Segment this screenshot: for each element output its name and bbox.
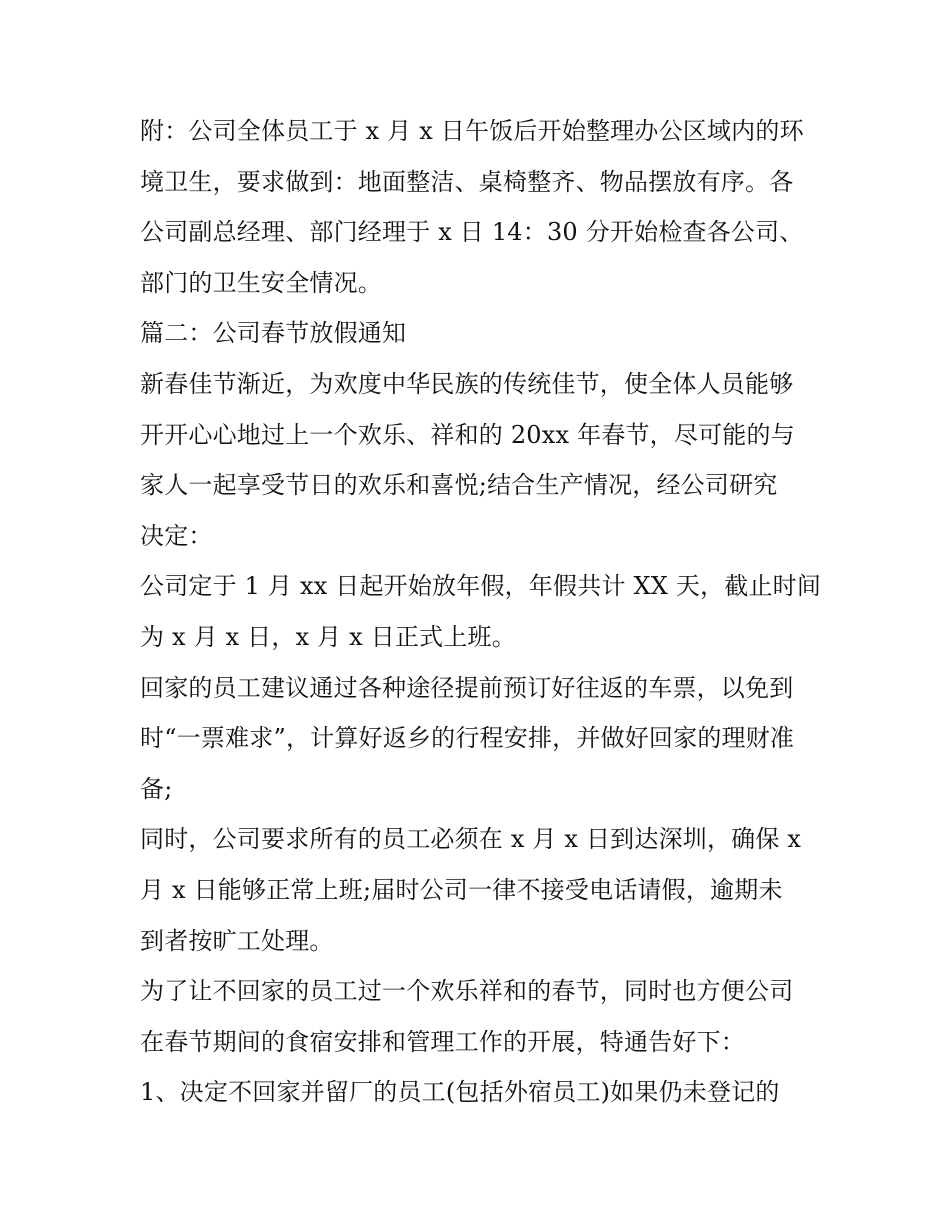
text-line: 附：公司全体员工于 x 月 x 日午饭后开始整理办公区域内的环: [140, 117, 804, 145]
text-line: 在春节期间的食宿安排和管理工作的开展，特通告好下：: [140, 1027, 745, 1056]
text-line: 备;: [140, 774, 173, 803]
list-item: 1、决定不回家并留厂的员工(包括外宿员工)如果仍未登记的: [140, 1078, 780, 1107]
text-line: 公司副总经理、部门经理于 x 日 14：30 分开始检查各公司、: [140, 218, 804, 247]
text-line: 为了让不回家的员工过一个欢乐祥和的春节，同时也方便公司: [140, 977, 794, 1006]
text-line: 境卫生，要求做到：地面整洁、桌椅整齐、物品摆放有序。各: [140, 167, 794, 196]
text-line: 回家的员工建议通过各种途径提前预订好往返的车票，以免到: [140, 673, 794, 702]
text-line: 时“一票难求”，计算好返乡的行程安排，并做好回家的理财准: [140, 724, 795, 753]
text-line: 决定：: [140, 521, 213, 550]
text-line: 为 x 月 x 日，x 月 x 日正式上班。: [140, 622, 516, 651]
text-line: 公司定于 1 月 xx 日起开始放年假，年假共计 XX 天，截止时间: [140, 572, 822, 601]
text-line: 新春佳节渐近，为欢度中华民族的传统佳节，使全体人员能够: [140, 369, 794, 398]
text-line: 月 x 日能够正常上班;届时公司一律不接受电话请假，逾期未: [140, 875, 783, 904]
text-line: 到者按旷工处理。: [140, 926, 334, 955]
text-line: 同时，公司要求所有的员工必须在 x 月 x 日到达深圳，确保 x: [140, 825, 802, 854]
document-body: [140, 106, 820, 1118]
text-line: 开开心心地过上一个欢乐、祥和的 20xx 年春节，尽可能的与: [140, 420, 795, 449]
text-line: 家人一起享受节日的欢乐和喜悦;结合生产情况，经公司研究: [140, 471, 778, 500]
text-line: 部门的卫生安全情况。: [140, 268, 382, 297]
section-heading: 篇二：公司春节放假通知: [140, 319, 407, 348]
